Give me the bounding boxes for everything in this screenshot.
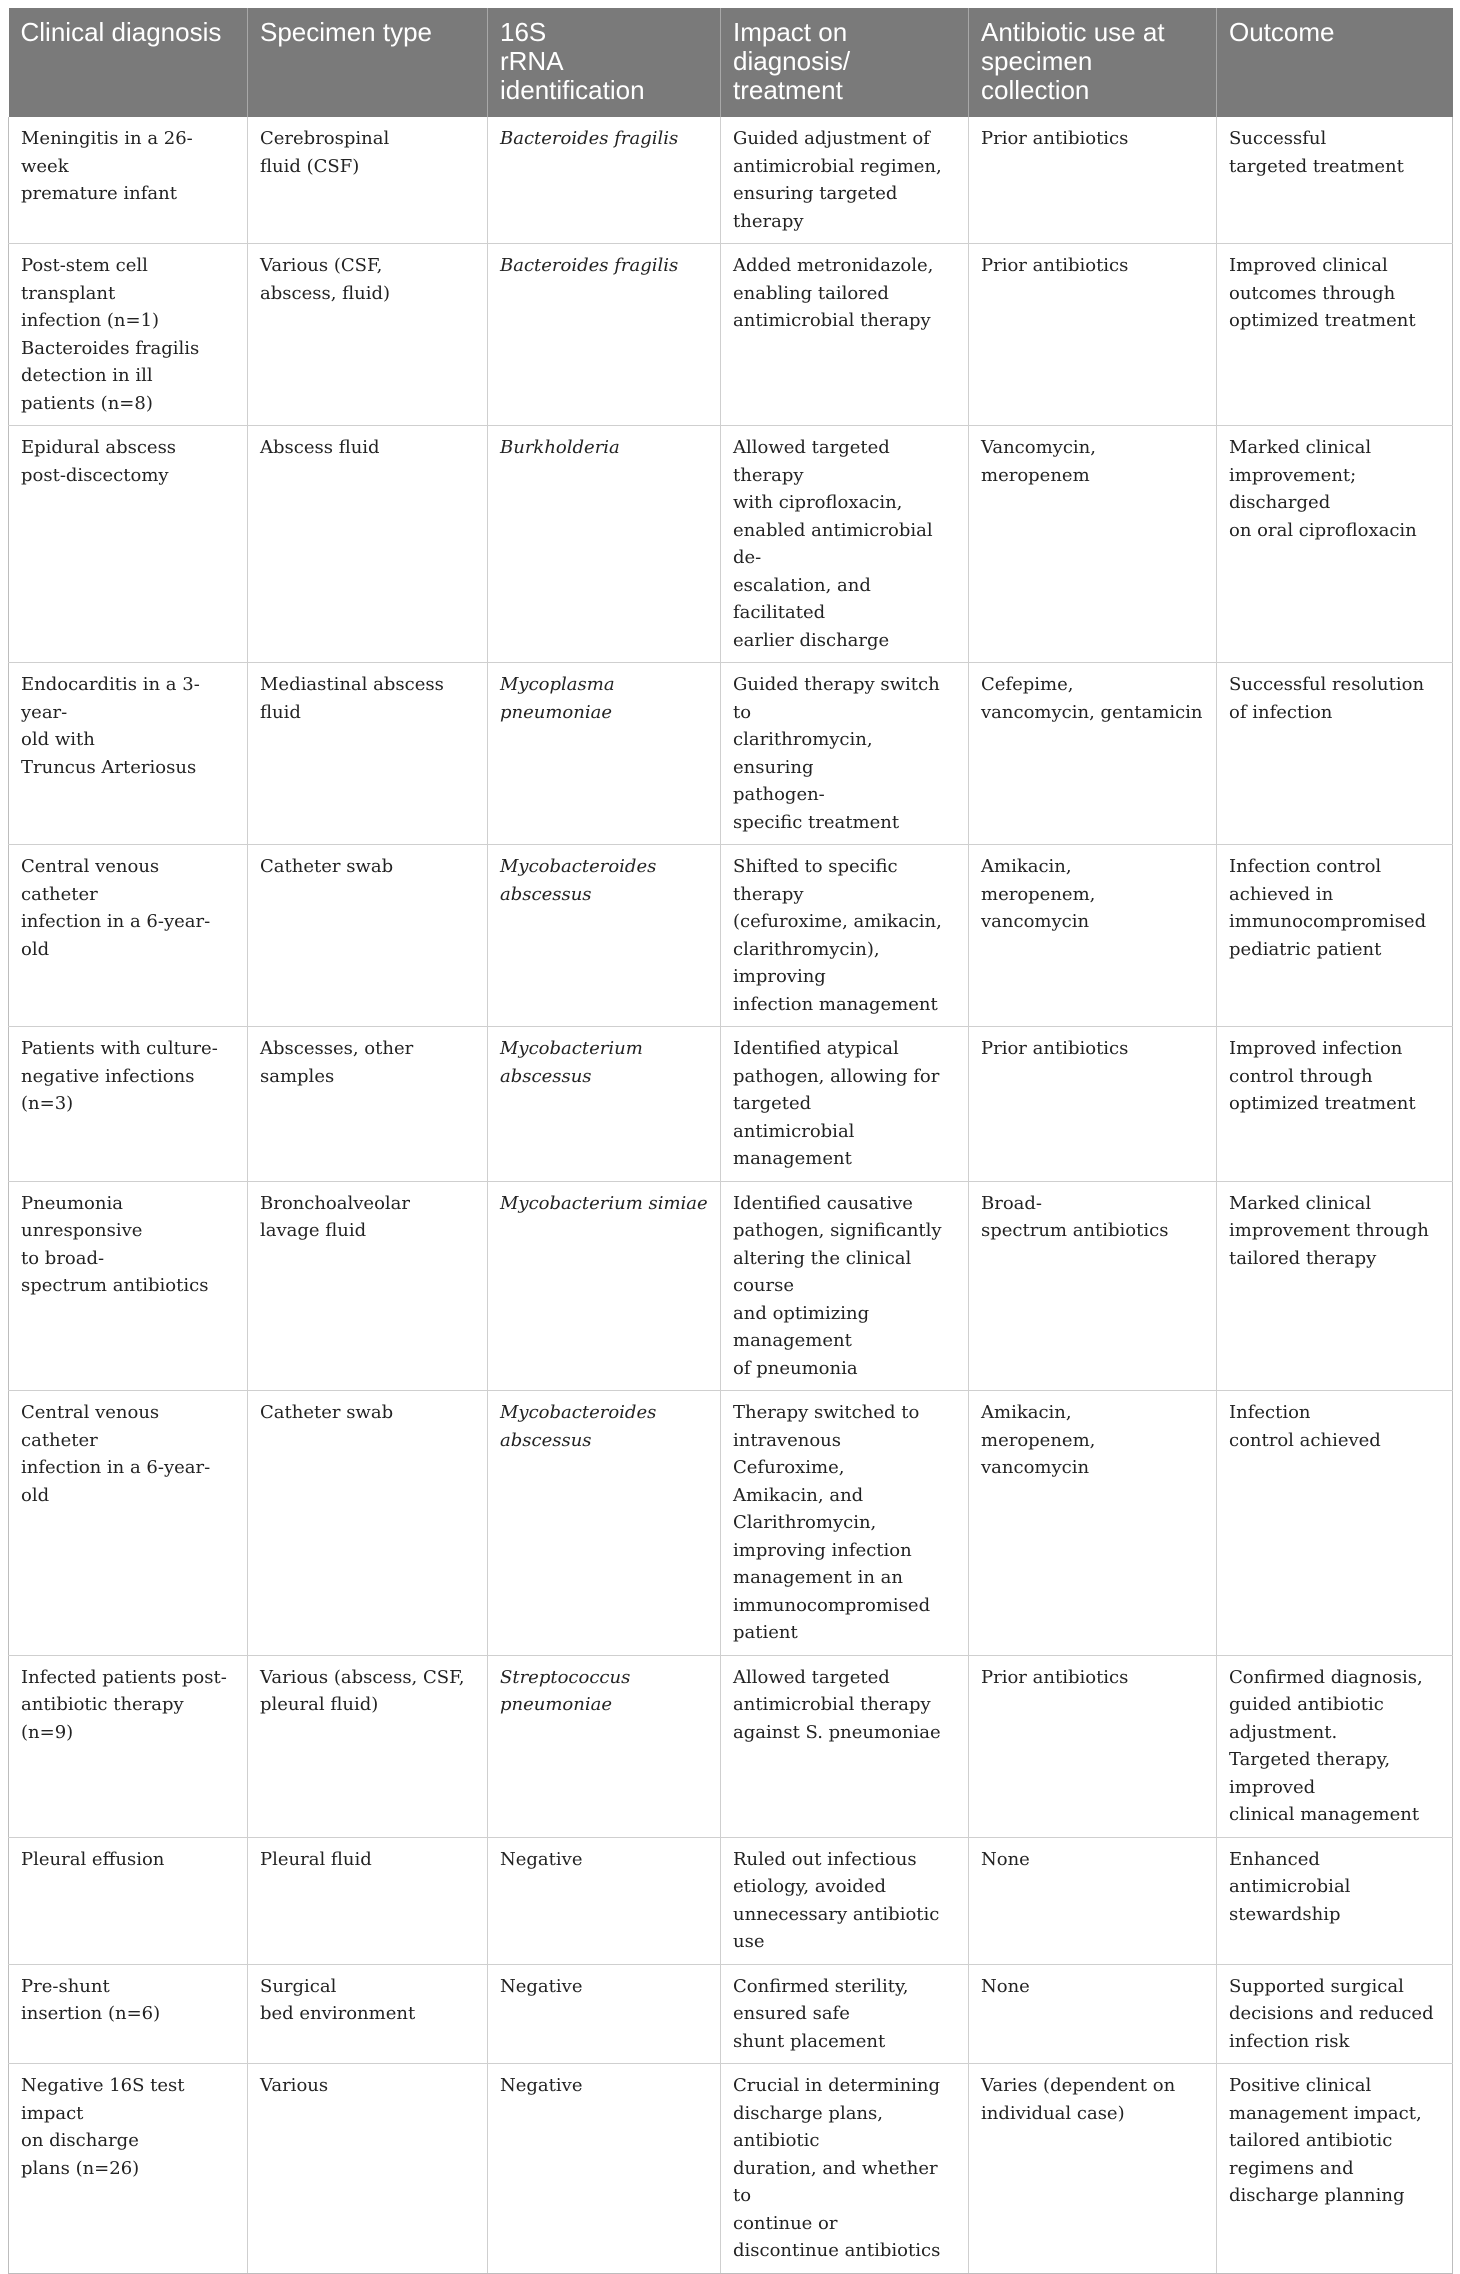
cell-impact: Ruled out infectious etiology, avoided unnecessary antibiotic use: [721, 1837, 969, 1964]
cell-16s-identification: Mycobacterium simiae: [488, 1181, 721, 1391]
cell-antibiotic-use: Amikacin, meropenem, vancomycin: [969, 845, 1217, 1027]
cell-impact: Shifted to specific therapy (cefuroxime, amikacin, clarithromycin), improving infection management: [721, 845, 969, 1027]
header-antibiotic-use: Antibiotic use at specimen collection: [969, 8, 1217, 117]
cell-antibiotic-use: Prior antibiotics: [969, 1655, 1217, 1837]
cell-specimen-type: Various (CSF, abscess, fluid): [248, 244, 488, 426]
cell-16s-identification: Mycobacteroides abscessus: [488, 845, 721, 1027]
cell-specimen-type: Surgical bed environment: [248, 1964, 488, 2064]
cell-specimen-type: Catheter swab: [248, 1391, 488, 1656]
cell-outcome: Marked clinical improvement through tailored therapy: [1217, 1181, 1453, 1391]
cell-16s-identification: Mycobacterium abscessus: [488, 1027, 721, 1182]
cell-antibiotic-use: Amikacin, meropenem, vancomycin: [969, 1391, 1217, 1656]
cell-impact: Identified atypical pathogen, allowing for targeted antimicrobial management: [721, 1027, 969, 1182]
cell-16s-identification: Mycoplasma pneumoniae: [488, 663, 721, 845]
cell-outcome: Successful targeted treatment: [1217, 117, 1453, 244]
cell-outcome: Infection control achieved: [1217, 1391, 1453, 1656]
table-row: [9, 117, 1453, 244]
table-row: [9, 845, 1453, 1027]
cell-antibiotic-use: Prior antibiotics: [969, 244, 1217, 426]
cell-specimen-type: Various: [248, 2064, 488, 2274]
cell-clinical-diagnosis: Central venous catheter infection in a 6-year-old: [9, 1391, 248, 1656]
table-row: [9, 663, 1453, 845]
cell-outcome: Improved clinical outcomes through optimized treatment: [1217, 244, 1453, 426]
cell-clinical-diagnosis: Post-stem cell transplant infection (n=1) Bacteroides fragilis detection in ill patients (n=8): [9, 244, 248, 426]
cell-impact: Added metronidazole, enabling tailored antimicrobial therapy: [721, 244, 969, 426]
cell-impact: Guided therapy switch to clarithromycin, ensuring pathogen- specific treatment: [721, 663, 969, 845]
cell-impact: Allowed targeted antimicrobial therapy against S. pneumoniae: [721, 1655, 969, 1837]
cell-clinical-diagnosis: Pleural effusion: [9, 1837, 248, 1964]
cell-impact: Confirmed sterility, ensured safe shunt placement: [721, 1964, 969, 2064]
cell-antibiotic-use: None: [969, 1837, 1217, 1964]
table-row: [9, 426, 1453, 663]
cell-16s-identification: Mycobacteroides abscessus: [488, 1391, 721, 1656]
table-row: [9, 244, 1453, 426]
header-clinical-diagnosis: Clinical diagnosis: [9, 8, 248, 117]
cell-impact: Identified causative pathogen, significantly altering the clinical course and optimizing management of pneumonia: [721, 1181, 969, 1391]
cell-antibiotic-use: Cefepime, vancomycin, gentamicin: [969, 663, 1217, 845]
cell-antibiotic-use: Vancomycin, meropenem: [969, 426, 1217, 663]
cell-clinical-diagnosis: Patients with culture- negative infections (n=3): [9, 1027, 248, 1182]
cell-specimen-type: Abscesses, other samples: [248, 1027, 488, 1182]
cell-16s-identification: Streptococcus pneumoniae: [488, 1655, 721, 1837]
cell-clinical-diagnosis: Pneumonia unresponsive to broad- spectrum antibiotics: [9, 1181, 248, 1391]
cell-outcome: Enhanced antimicrobial stewardship: [1217, 1837, 1453, 1964]
cell-16s-identification: Negative: [488, 2064, 721, 2274]
cell-outcome: Supported surgical decisions and reduced infection risk: [1217, 1964, 1453, 2064]
cell-antibiotic-use: Prior antibiotics: [969, 1027, 1217, 1182]
table-row: [9, 1837, 1453, 1964]
cell-outcome: Successful resolution of infection: [1217, 663, 1453, 845]
cell-clinical-diagnosis: Endocarditis in a 3-year- old with Truncus Arteriosus: [9, 663, 248, 845]
header-specimen-type: Specimen type: [248, 8, 488, 117]
cell-specimen-type: Pleural fluid: [248, 1837, 488, 1964]
cell-antibiotic-use: Prior antibiotics: [969, 117, 1217, 244]
cell-specimen-type: Bronchoalveolar lavage fluid: [248, 1181, 488, 1391]
cell-outcome: Infection control achieved in immunocompromised pediatric patient: [1217, 845, 1453, 1027]
cell-impact: Guided adjustment of antimicrobial regimen, ensuring targeted therapy: [721, 117, 969, 244]
table-header: [9, 8, 1453, 117]
table-body: [9, 117, 1453, 2273]
cell-antibiotic-use: Varies (dependent on individual case): [969, 2064, 1217, 2274]
cell-16s-identification: Negative: [488, 1964, 721, 2064]
cell-clinical-diagnosis: Pre-shunt insertion (n=6): [9, 1964, 248, 2064]
table-row: [9, 1964, 1453, 2064]
table-row: [9, 1181, 1453, 1391]
table-row: [9, 1027, 1453, 1182]
cell-clinical-diagnosis: Negative 16S test impact on discharge plans (n=26): [9, 2064, 248, 2274]
cell-outcome: Improved infection control through optimized treatment: [1217, 1027, 1453, 1182]
cell-specimen-type: Catheter swab: [248, 845, 488, 1027]
cell-impact: Crucial in determining discharge plans, antibiotic duration, and whether to continue or discontinue antibiotics: [721, 2064, 969, 2274]
cell-clinical-diagnosis: Meningitis in a 26-week premature infant: [9, 117, 248, 244]
cell-clinical-diagnosis: Infected patients post- antibiotic therapy (n=9): [9, 1655, 248, 1837]
results-table: [8, 8, 1453, 2274]
cell-impact: Therapy switched to intravenous Cefuroxime, Amikacin, and Clarithromycin, improving infection management in an immunocompromised patient: [721, 1391, 969, 1656]
cell-antibiotic-use: None: [969, 1964, 1217, 2064]
cell-16s-identification: Bacteroides fragilis: [488, 117, 721, 244]
cell-specimen-type: Mediastinal abscess fluid: [248, 663, 488, 845]
header-impact: Impact on diagnosis/ treatment: [721, 8, 969, 117]
header-outcome: Outcome: [1217, 8, 1453, 117]
cell-specimen-type: Various (abscess, CSF, pleural fluid): [248, 1655, 488, 1837]
cell-specimen-type: Abscess fluid: [248, 426, 488, 663]
header-16s-identification: 16S rRNA identification: [488, 8, 721, 117]
cell-16s-identification: Bacteroides fragilis: [488, 244, 721, 426]
cell-antibiotic-use: Broad- spectrum antibiotics: [969, 1181, 1217, 1391]
header-row: [9, 8, 1453, 117]
cell-clinical-diagnosis: Epidural abscess post-discectomy: [9, 426, 248, 663]
cell-outcome: Marked clinical improvement; discharged on oral ciprofloxacin: [1217, 426, 1453, 663]
table-row: [9, 1391, 1453, 1656]
cell-16s-identification: Negative: [488, 1837, 721, 1964]
cell-clinical-diagnosis: Central venous catheter infection in a 6-year-old: [9, 845, 248, 1027]
table-row: [9, 1655, 1453, 1837]
cell-specimen-type: Cerebrospinal fluid (CSF): [248, 117, 488, 244]
cell-impact: Allowed targeted therapy with ciprofloxacin, enabled antimicrobial de- escalation, and facilitated earlier discharge: [721, 426, 969, 663]
cell-16s-identification: Burkholderia: [488, 426, 721, 663]
cell-outcome: Positive clinical management impact, tailored antibiotic regimens and discharge planning: [1217, 2064, 1453, 2274]
cell-outcome: Confirmed diagnosis, guided antibiotic adjustment. Targeted therapy, improved clinical management: [1217, 1655, 1453, 1837]
table-row: [9, 2064, 1453, 2274]
